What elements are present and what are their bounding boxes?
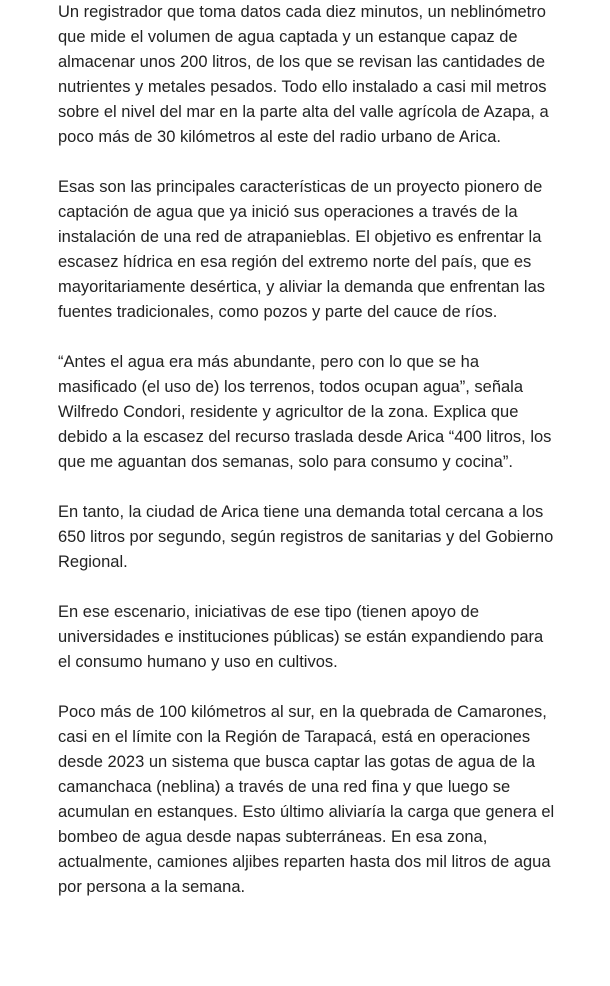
paragraph-3: “Antes el agua era más abundante, pero con lo que se ha masificado (el uso de) los terrenos, todos ocupan agua”, señala Wilfredo Condori, residente y agricultor de la zona. Explica que debido a la escasez del recurso traslada desde Arica “400 litros, los que me aguantan dos semanas, solo para consumo y cocina”. [58, 353, 552, 471]
paragraph-1: Un registrador que toma datos cada diez minutos, un neblinómetro que mide el volumen de agua captada y un estanque capaz de almacenar unos 200 litros, de los que se revisan las cantidades de nutrientes y metales pesados. Todo ello instalado a casi mil metros sobre el nivel del mar en la parte alta del valle agrícola de Azapa, a poco más de 30 kilómetros al este del radio urbano de Arica. [58, 3, 549, 146]
article-body [58, 0, 558, 900]
paragraph-2: Esas son las principales características de un proyecto pionero de captación de agua que ya inició sus operaciones a través de la instalación de una red de atrapanieblas. El objetivo es enfrentar la escasez hídrica en esa región del extremo norte del país, que es mayoritariamente desértica, y aliviar la demanda que enfrentan las fuentes tradicionales, como pozos y parte del cauce de ríos. [58, 178, 546, 321]
paragraph-5: En ese escenario, iniciativas de ese tipo (tienen apoyo de universidades e instituciones públicas) se están expandiendo para el consumo humano y uso en cultivos. [58, 603, 544, 671]
paragraph-4: En tanto, la ciudad de Arica tiene una demanda total cercana a los 650 litros por segundo, según registros de sanitarias y del Gobierno Regional. [58, 503, 554, 571]
paragraph-6: Poco más de 100 kilómetros al sur, en la quebrada de Camarones, casi en el límite con la Región de Tarapacá, está en operaciones desde 2023 un sistema que busca captar las gotas de agua de la camanchaca (neblina) a través de una red fina y que luego se acumulan en estanques. Esto último aliviaría la carga que genera el bombeo de agua desde napas subterráneas. En esa zona, actualmente, camiones aljibes reparten hasta dos mil litros de agua por persona a la semana. [58, 703, 555, 896]
